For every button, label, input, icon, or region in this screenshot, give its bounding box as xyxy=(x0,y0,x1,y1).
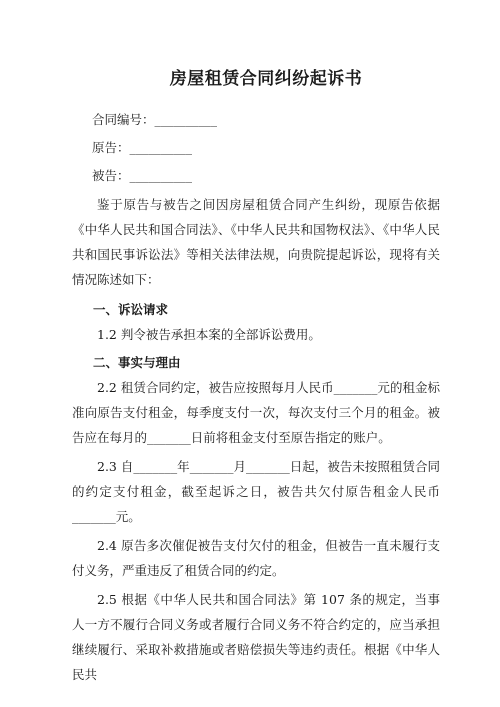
field-label: 合同编号： xyxy=(92,112,155,127)
fact-item: 2.5 根据《中华人民共和国合同法》第 107 条的规定，当事人一方不履行合同义务或者履行合同义务不符合约定的，应当承担继续履行、采取补救措施或者赔偿损失等违约责任。根据《中华人民共 xyxy=(72,592,440,682)
field-plaintiff xyxy=(92,140,440,156)
fact-item: 2.4 原告多次催促被告支付欠付的租金，但被告一直未履行支付义务，严重违反了租赁合同的约定。 xyxy=(72,538,440,578)
section-heading-facts: 二、事实与理由 xyxy=(93,355,181,370)
fact-item: 2.2 租赁合同约定，被告应按照每月人民币_______元的租金标准向原告支付租金，每季度支付一次，每次支付三个月的租金。被告应在每月的_______日前将租金支付至原告指定的账户。 xyxy=(72,380,440,445)
field-defendant xyxy=(92,168,440,184)
claim-item: 1.2 判令被告承担本案的全部诉讼费用。 xyxy=(97,327,321,342)
field-blank: __________ xyxy=(154,112,218,127)
field-label: 原告： xyxy=(92,140,130,155)
field-label: 被告： xyxy=(92,168,130,183)
intro-paragraph: 鉴于原告与被告之间因房屋租赁合同产生纠纷，现原告依据《中华人民共和国合同法》、《中华人民共和国物权法》、《中华人民共和国民事诉讼法》等相关法律法规，向贵院提起诉讼，现将有关情况陈述如下： xyxy=(72,197,440,287)
document-title: 房屋租赁合同纠纷起诉书 xyxy=(169,69,363,89)
fact-item: 2.3 自_______年_______月_______日起，被告未按照租赁合同的约定支付租金，截至起诉之日，被告共欠付原告租金人民币_______元。 xyxy=(72,459,440,524)
section-heading-claims: 一、诉讼请求 xyxy=(93,302,169,317)
field-blank: __________ xyxy=(129,140,193,155)
field-blank: __________ xyxy=(129,168,193,183)
field-contract-number xyxy=(92,112,440,128)
